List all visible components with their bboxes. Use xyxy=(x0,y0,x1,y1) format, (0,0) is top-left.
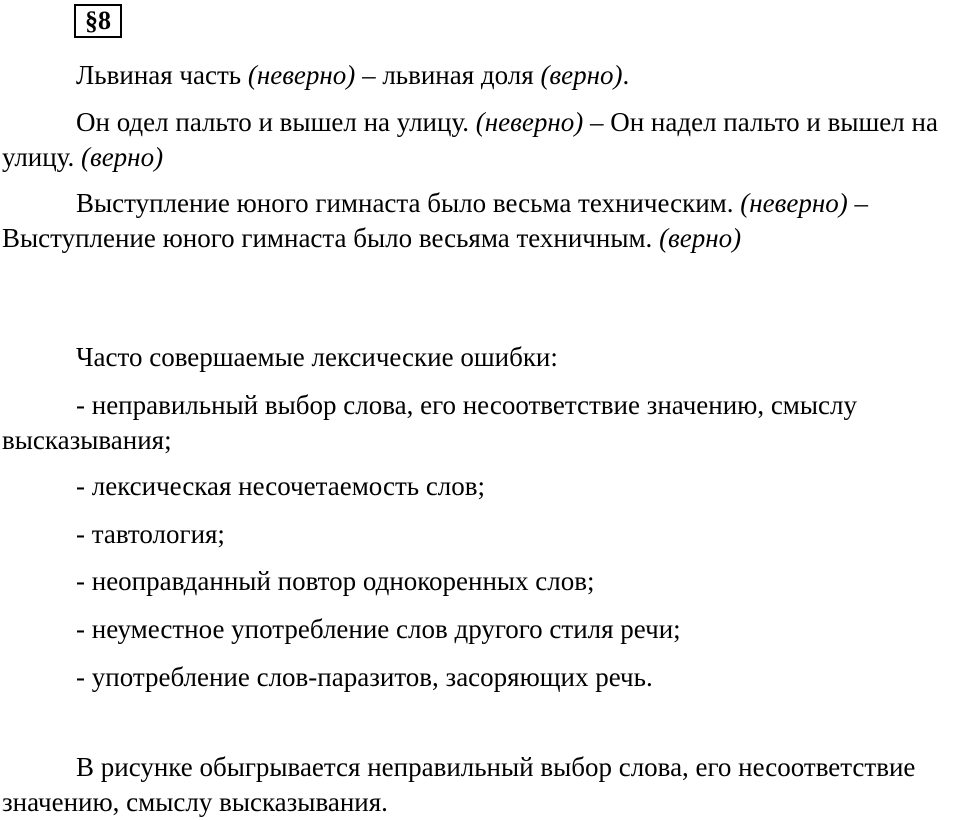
example-wrong-note: (неверно) xyxy=(740,188,848,218)
example-2 xyxy=(2,105,952,175)
example-right-text: львиная доля xyxy=(382,60,534,90)
section-number-box: §8 xyxy=(74,4,122,38)
error-item: - тавтология; xyxy=(76,519,225,549)
example-dash: – xyxy=(589,107,604,137)
example-dash: – xyxy=(362,60,376,90)
example-3 xyxy=(2,186,952,256)
conclusion-paragraph: В рисунке обыгрывается неправильный выбор слова, его несоответствие значению, смыслу высказывания. xyxy=(2,752,916,817)
error-item: - неправильный выбор слова, его несоответствие значению, смыслу высказывания; xyxy=(2,390,857,455)
example-right-note: (верно) xyxy=(80,142,164,172)
example-end: . xyxy=(622,60,630,90)
error-item: - употребление слов-паразитов, засоряющих речь. xyxy=(76,662,653,692)
example-wrong-note: (неверно) xyxy=(475,107,584,137)
error-item: - лексическая несочетаемость слов; xyxy=(76,471,486,501)
error-item: - неоправданный повтор однокоренных слов; xyxy=(76,566,595,596)
example-wrong-text: Он одел пальто и вышел на улицу. xyxy=(76,107,469,137)
error-item: - неуместное употребление слов другого стиля речи; xyxy=(76,614,681,644)
example-wrong-text: Выступление юного гимнаста было весьма техническим. xyxy=(76,188,734,218)
example-1 xyxy=(2,58,952,93)
errors-heading: Часто совершаемые лексические ошибки: xyxy=(76,342,558,372)
example-wrong-text: Львиная часть xyxy=(76,60,242,90)
example-wrong-note: (неверно) xyxy=(247,60,356,90)
example-right-text: Он надел пальто и вышел на улицу. xyxy=(2,107,938,172)
example-dash: – xyxy=(854,188,868,218)
example-right-text: Выступление юного гимнаста было весьяма техничным. xyxy=(2,223,653,253)
example-right-note: (верно) xyxy=(659,223,742,253)
example-right-note: (верно) xyxy=(540,60,623,90)
